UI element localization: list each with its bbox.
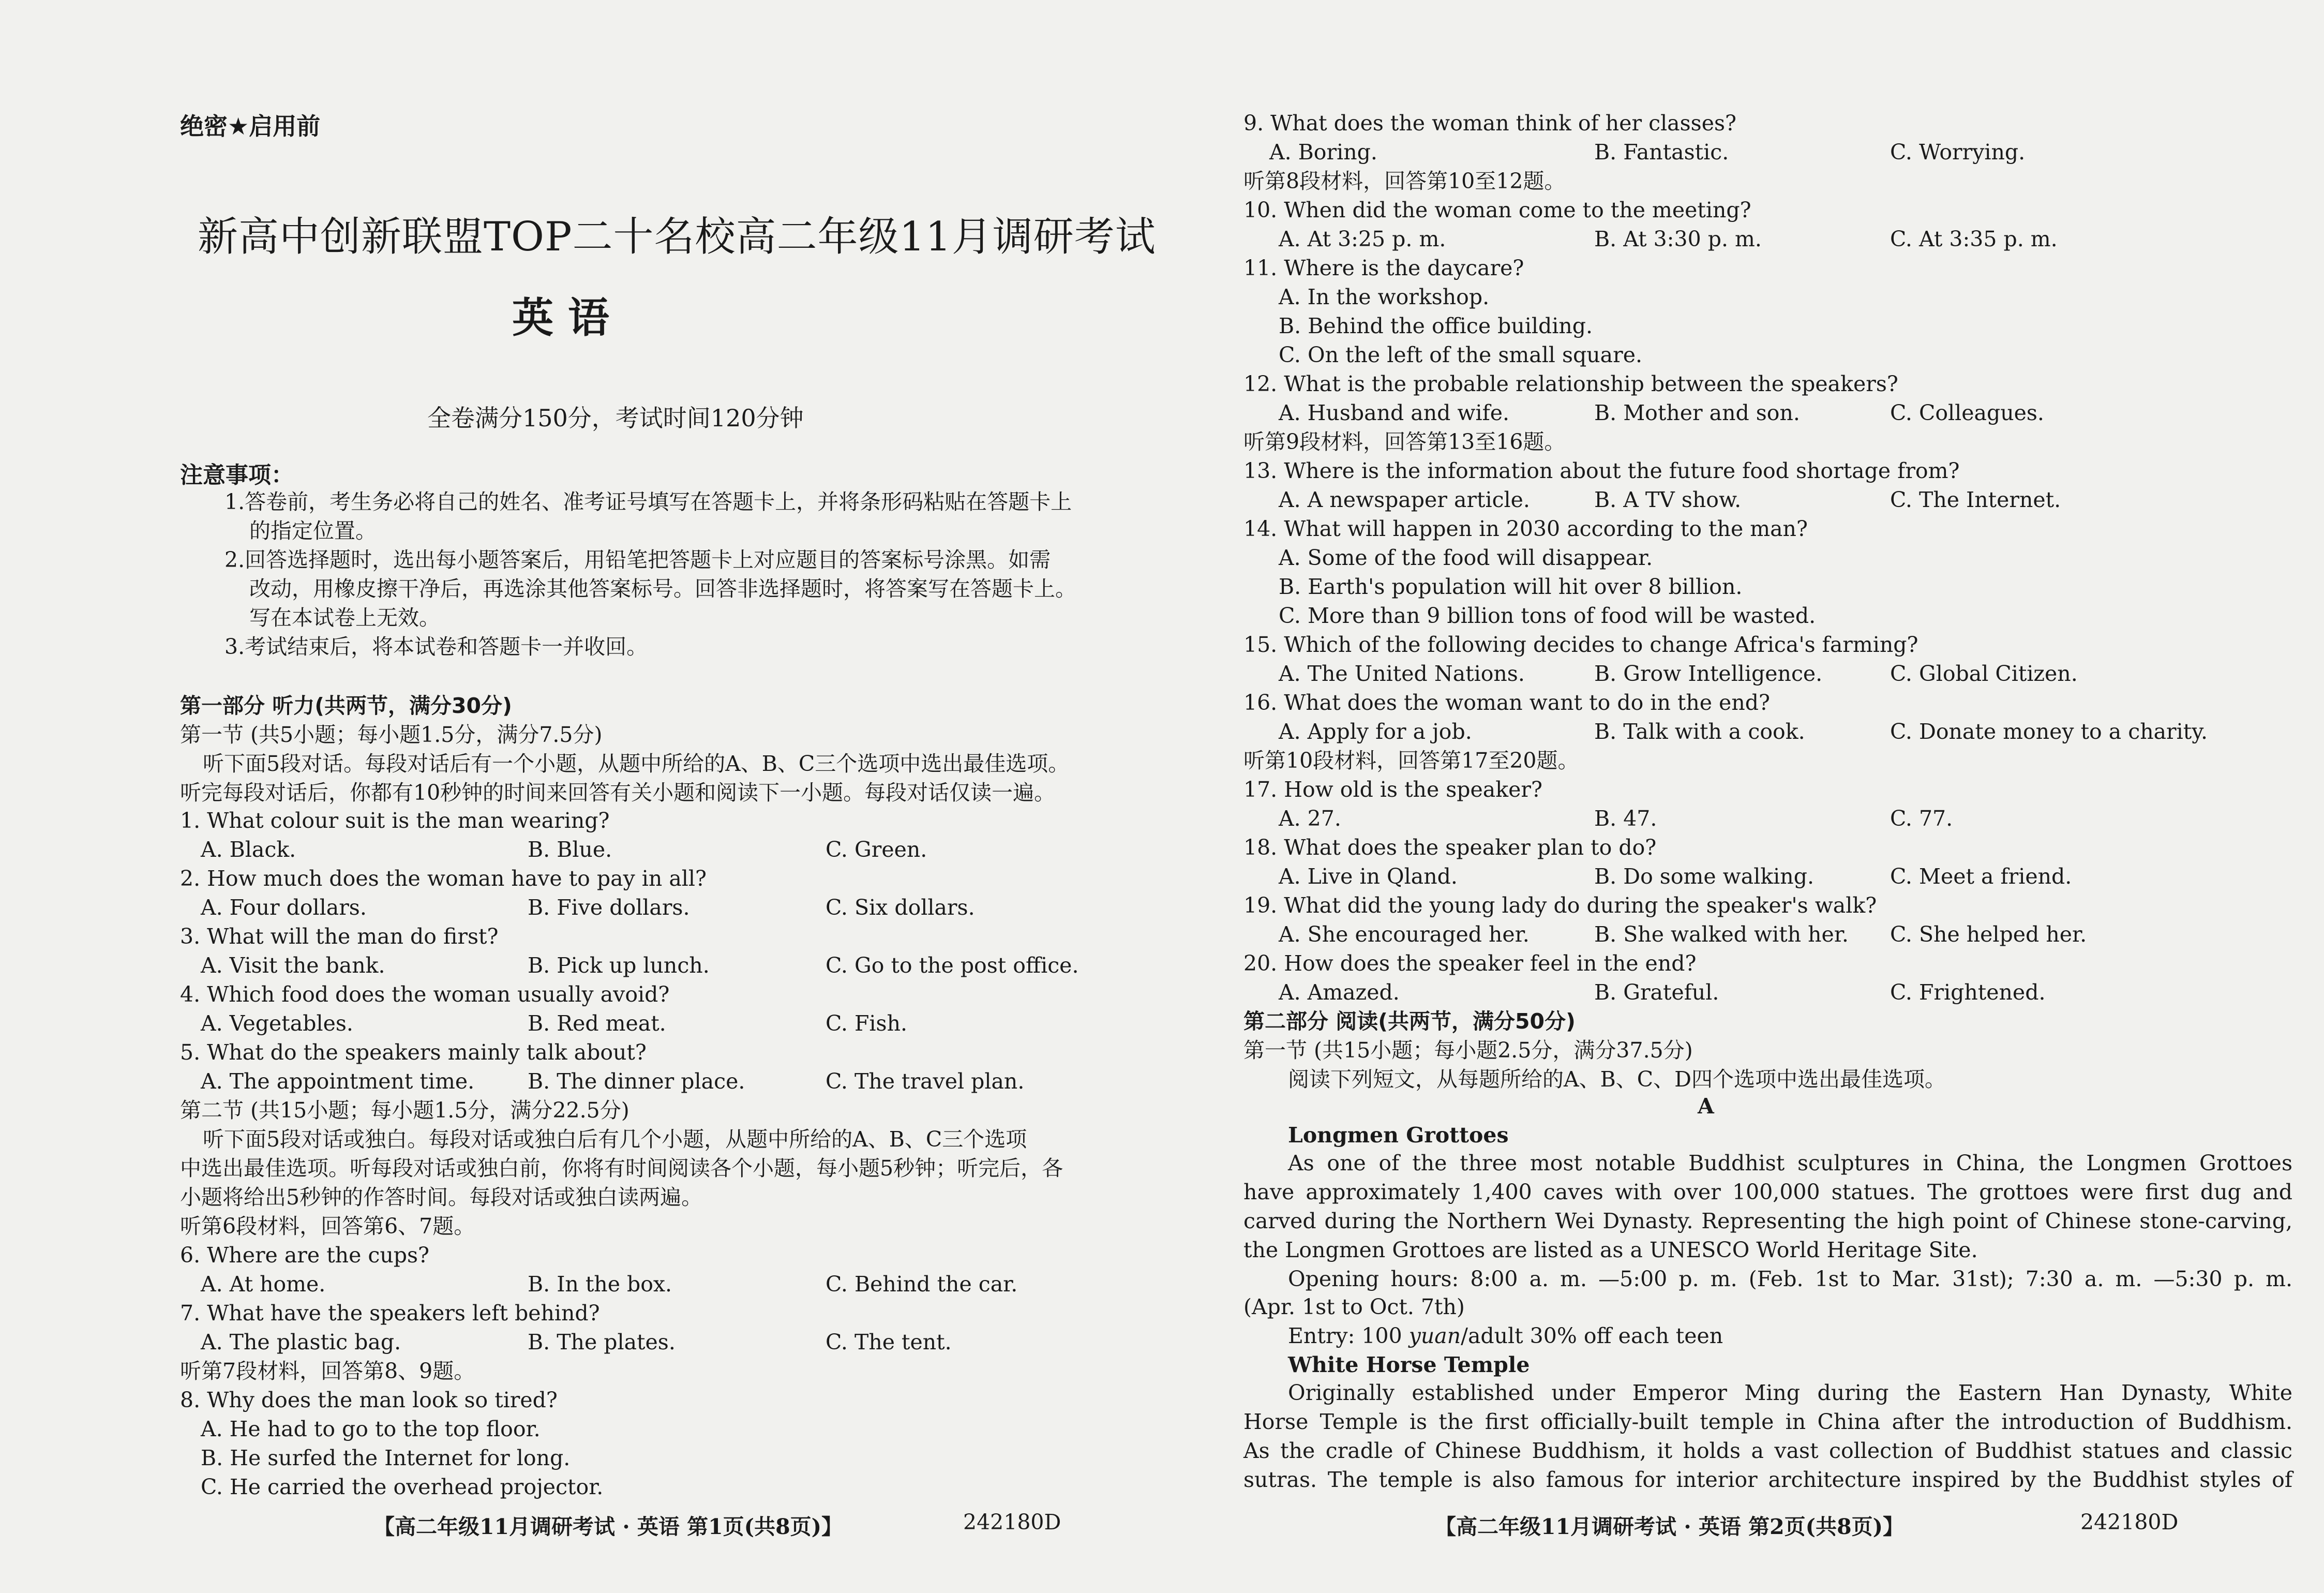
q15-option-b: B. Grow Intelligence. [1594,661,1823,686]
q12-option-a: A. Husband and wife. [1279,400,1510,425]
q1-option-b: B. Blue. [528,837,612,862]
longmen-title: Longmen Grottoes [1288,1123,1509,1148]
question-10: 10. When did the woman come to the meeting? [1243,198,1751,222]
q15-option-c: C. Global Citizen. [1890,661,2078,686]
notice-line: 1.答卷前，考生务必将自己的姓名、准考证号填写在答题卡上，并将条形码粘贴在答题卡上 [224,489,1072,514]
q7-option-c: C. The tent. [826,1330,952,1354]
section1-intro: 听完每段对话后，你都有10秒钟的时间来回答有关小题和阅读下一小题。每段对话仅读一遍。 [180,780,1056,805]
page-footer: 【高二年级11月调研考试 · 英语 第1页(共8页)】 [373,1514,843,1539]
question-20: 20. How does the speaker feel in the end? [1243,951,1697,976]
notice-line: 改动，用橡皮擦干净后，再选涂其他答案标号。回答非选择题时，将答案写在答题卡上。 [249,576,1076,601]
confidential-mark: 绝密★启用前 [180,112,321,140]
q18-option-b: B. Do some walking. [1594,864,1814,889]
q17-option-a: A. 27. [1279,806,1341,831]
paper-code: 242180D [963,1510,1061,1535]
q9-option-a: A. Boring. [1269,140,1377,165]
q17-option-b: B. 47. [1594,806,1657,831]
q3-option-a: A. Visit the bank. [201,953,385,978]
page-footer: 【高二年级11月调研考试 · 英语 第2页(共8页)】 [1435,1514,1905,1539]
q12-option-b: B. Mother and son. [1594,400,1800,425]
q7-option-b: B. The plates. [528,1330,676,1354]
q10-option-a: A. At 3:25 p. m. [1279,227,1446,251]
q10-option-c: C. At 3:35 p. m. [1890,227,2058,251]
q11-option-c: C. On the left of the small square. [1279,343,1642,367]
q8-option-c: C. He carried the overhead projector. [201,1475,604,1499]
longmen-paragraph-line: carved during the Northern Wei Dynasty. Representing the high point of Chinese stone-carving, [1243,1209,2292,1233]
q20-option-a: A. Amazed. [1279,980,1400,1005]
section1-heading: 第一节 (共5小题；每小题1.5分，满分7.5分) [180,722,603,747]
question-13: 13. Where is the information about the future food shortage from? [1243,458,1960,483]
q6-option-b: B. In the box. [528,1272,672,1297]
question-8: 8. Why does the man look so tired? [180,1388,558,1412]
q1-option-a: A. Black. [201,837,296,862]
longmen-entry [1288,1322,1723,1349]
question-7: 7. What have the speakers left behind? [180,1301,600,1326]
q13-option-a: A. A newspaper article. [1279,487,1530,512]
entry-prefix: Entry: 100 [1288,1323,1409,1348]
section2-intro: 听下面5段对话或独白。每段对话或独白后有几个小题，从题中所给的A、B、C三个选项 [203,1127,1027,1152]
entry-currency: yuan [1408,1323,1461,1348]
section1-intro: 听下面5段对话。每段对话后有一个小题，从题中所给的A、B、C三个选项中选出最佳选项。 [203,751,1070,776]
question-6: 6. Where are the cups? [180,1243,430,1268]
longmen-paragraph-line: the Longmen Grottoes are listed as a UNESCO World Heritage Site. [1243,1238,1978,1262]
reading-section1-heading: 第一节 (共15小题；每小题2.5分，满分37.5分) [1243,1038,1693,1063]
question-12: 12. What is the probable relationship between the speakers? [1243,371,1898,396]
notice-line: 3.考试结束后，将本试卷和答题卡一并收回。 [224,634,648,659]
q3-option-c: C. Go to the post office. [826,953,1079,978]
q20-option-b: B. Grateful. [1594,980,1719,1005]
question-2: 2. How much does the woman have to pay in all? [180,866,707,891]
whitehorse-paragraph-line: sutras. The temple is also famous for interior architecture inspired by the Buddhist styles of [1243,1467,2292,1492]
q14-option-c: C. More than 9 billion tons of food will be wasted. [1279,603,1816,628]
q10-option-b: B. At 3:30 p. m. [1594,227,1762,251]
section2-heading: 第二节 (共15小题；每小题1.5分，满分22.5分) [180,1098,629,1123]
whitehorse-title: White Horse Temple [1288,1352,1530,1377]
question-1: 1. What colour suit is the man wearing? [180,808,610,833]
notice-line: 2.回答选择题时，选出每小题答案后，用铅笔把答题卡上对应题目的答案标号涂黑。如需 [224,547,1051,572]
q17-option-c: C. 77. [1890,806,1953,831]
q3-option-b: B. Pick up lunch. [528,953,710,978]
q16-option-a: A. Apply for a job. [1279,719,1472,744]
q1-option-c: C. Green. [826,837,927,862]
question-3: 3. What will the man do first? [180,924,499,949]
exam-page-2 [1162,0,2324,1593]
longmen-hours: Opening hours: 8:00 a. m. —5:00 p. m. (Feb. 1st to Mar. 31st); 7:30 a. m. —5:30 p. m. [1288,1267,2292,1291]
notice-line: 写在本试卷上无效。 [249,605,440,630]
material-7: 听第7段材料，回答第8、9题。 [180,1359,475,1383]
q5-option-a: A. The appointment time. [201,1069,475,1094]
question-5: 5. What do the speakers mainly talk about? [180,1040,647,1065]
q18-option-c: C. Meet a friend. [1890,864,2072,889]
q4-option-a: A. Vegetables. [201,1011,353,1036]
question-9: 9. What does the woman think of her classes? [1243,111,1736,136]
question-19: 19. What did the young lady do during the speaker's walk? [1243,893,1877,918]
question-17: 17. How old is the speaker? [1243,777,1542,802]
q9-option-b: B. Fantastic. [1594,140,1729,165]
longmen-paragraph-line: have approximately 1,400 caves with over 100,000 statues. The grottoes were first dug and [1243,1180,2292,1204]
q19-option-b: B. She walked with her. [1594,922,1849,947]
q12-option-c: C. Colleagues. [1890,400,2044,425]
section2-intro: 中选出最佳选项。听每段对话或独白前，你将有时间阅读各个小题，每小题5秒钟；听完后，各 [180,1156,1063,1181]
q2-option-b: B. Five dollars. [528,895,690,920]
q19-option-a: A. She encouraged her. [1279,922,1530,947]
longmen-hours: (Apr. 1st to Oct. 7th) [1243,1294,1465,1319]
question-15: 15. Which of the following decides to change Africa's farming? [1243,632,1918,657]
q6-option-a: A. At home. [201,1272,326,1297]
q18-option-a: A. Live in Qland. [1279,864,1458,889]
question-18: 18. What does the speaker plan to do? [1243,835,1657,860]
notice-line: 的指定位置。 [249,518,377,543]
material-9: 听第9段材料，回答第13至16题。 [1243,429,1566,454]
q13-option-b: B. A TV show. [1594,487,1742,512]
q15-option-a: A. The United Nations. [1279,661,1525,686]
q8-option-b: B. He surfed the Internet for long. [201,1446,571,1470]
q4-option-b: B. Red meat. [528,1011,666,1036]
material-8: 听第8段材料，回答第10至12题。 [1243,169,1566,193]
subject-title: 英 语 [512,293,609,342]
q19-option-c: C. She helped her. [1890,922,2087,947]
whitehorse-paragraph-line: Horse Temple is the first officially-built temple in China after the introduction of Buddhism. [1243,1409,2292,1434]
paper-code: 242180D [2080,1510,2179,1535]
q7-option-a: A. The plastic bag. [201,1330,401,1354]
question-14: 14. What will happen in 2030 according to the man? [1243,516,1808,541]
q4-option-c: C. Fish. [826,1011,908,1036]
reading-intro: 阅读下列短文，从每题所给的A、B、C、D四个选项中选出最佳选项。 [1288,1067,1946,1092]
question-4: 4. Which food does the woman usually avoid? [180,982,670,1007]
q2-option-a: A. Four dollars. [201,895,367,920]
q8-option-a: A. He had to go to the top floor. [201,1417,541,1441]
whitehorse-paragraph-line: As the cradle of Chinese Buddhism, it holds a vast collection of Buddhist statues and classic [1243,1438,2292,1463]
longmen-paragraph-line: As one of the three most notable Buddhist sculptures in China, the Longmen Grottoes [1288,1151,2292,1175]
q13-option-c: C. The Internet. [1890,487,2061,512]
whitehorse-paragraph-line: Originally established under Emperor Ming during the Eastern Han Dynasty, White [1288,1380,2292,1405]
q11-option-b: B. Behind the office building. [1279,314,1593,338]
q11-option-a: A. In the workshop. [1279,285,1490,309]
q16-option-c: C. Donate money to a charity. [1890,719,2208,744]
part2-heading: 第二部分 阅读(共两节，满分50分) [1243,1009,1576,1034]
q14-option-b: B. Earth's population will hit over 8 billion. [1279,574,1743,599]
notice-heading: 注意事项： [180,462,294,488]
exam-title: 新高中创新联盟TOP二十名校高二年级11月调研考试 [198,214,1156,260]
q14-option-a: A. Some of the food will disappear. [1279,545,1653,570]
q20-option-c: C. Frightened. [1890,980,2046,1005]
part1-heading: 第一部分 听力(共两节，满分30分) [180,693,512,718]
section2-intro: 小题将给出5秒钟的作答时间。每段对话或独白读两遍。 [180,1185,703,1210]
q16-option-b: B. Talk with a cook. [1594,719,1805,744]
material-6: 听第6段材料，回答第6、7题。 [180,1214,475,1239]
passage-letter: A [1698,1094,1714,1119]
q2-option-c: C. Six dollars. [826,895,975,920]
material-10: 听第10段材料，回答第17至20题。 [1243,748,1579,773]
q5-option-c: C. The travel plan. [826,1069,1025,1094]
q5-option-b: B. The dinner place. [528,1069,745,1094]
entry-suffix: /adult 30% off each teen [1461,1323,1723,1348]
question-16: 16. What does the woman want to do in the end? [1243,690,1770,715]
score-info: 全卷满分150分，考试时间120分钟 [427,404,804,432]
question-11: 11. Where is the daycare? [1243,256,1524,280]
q9-option-c: C. Worrying. [1890,140,2026,165]
q6-option-c: C. Behind the car. [826,1272,1018,1297]
